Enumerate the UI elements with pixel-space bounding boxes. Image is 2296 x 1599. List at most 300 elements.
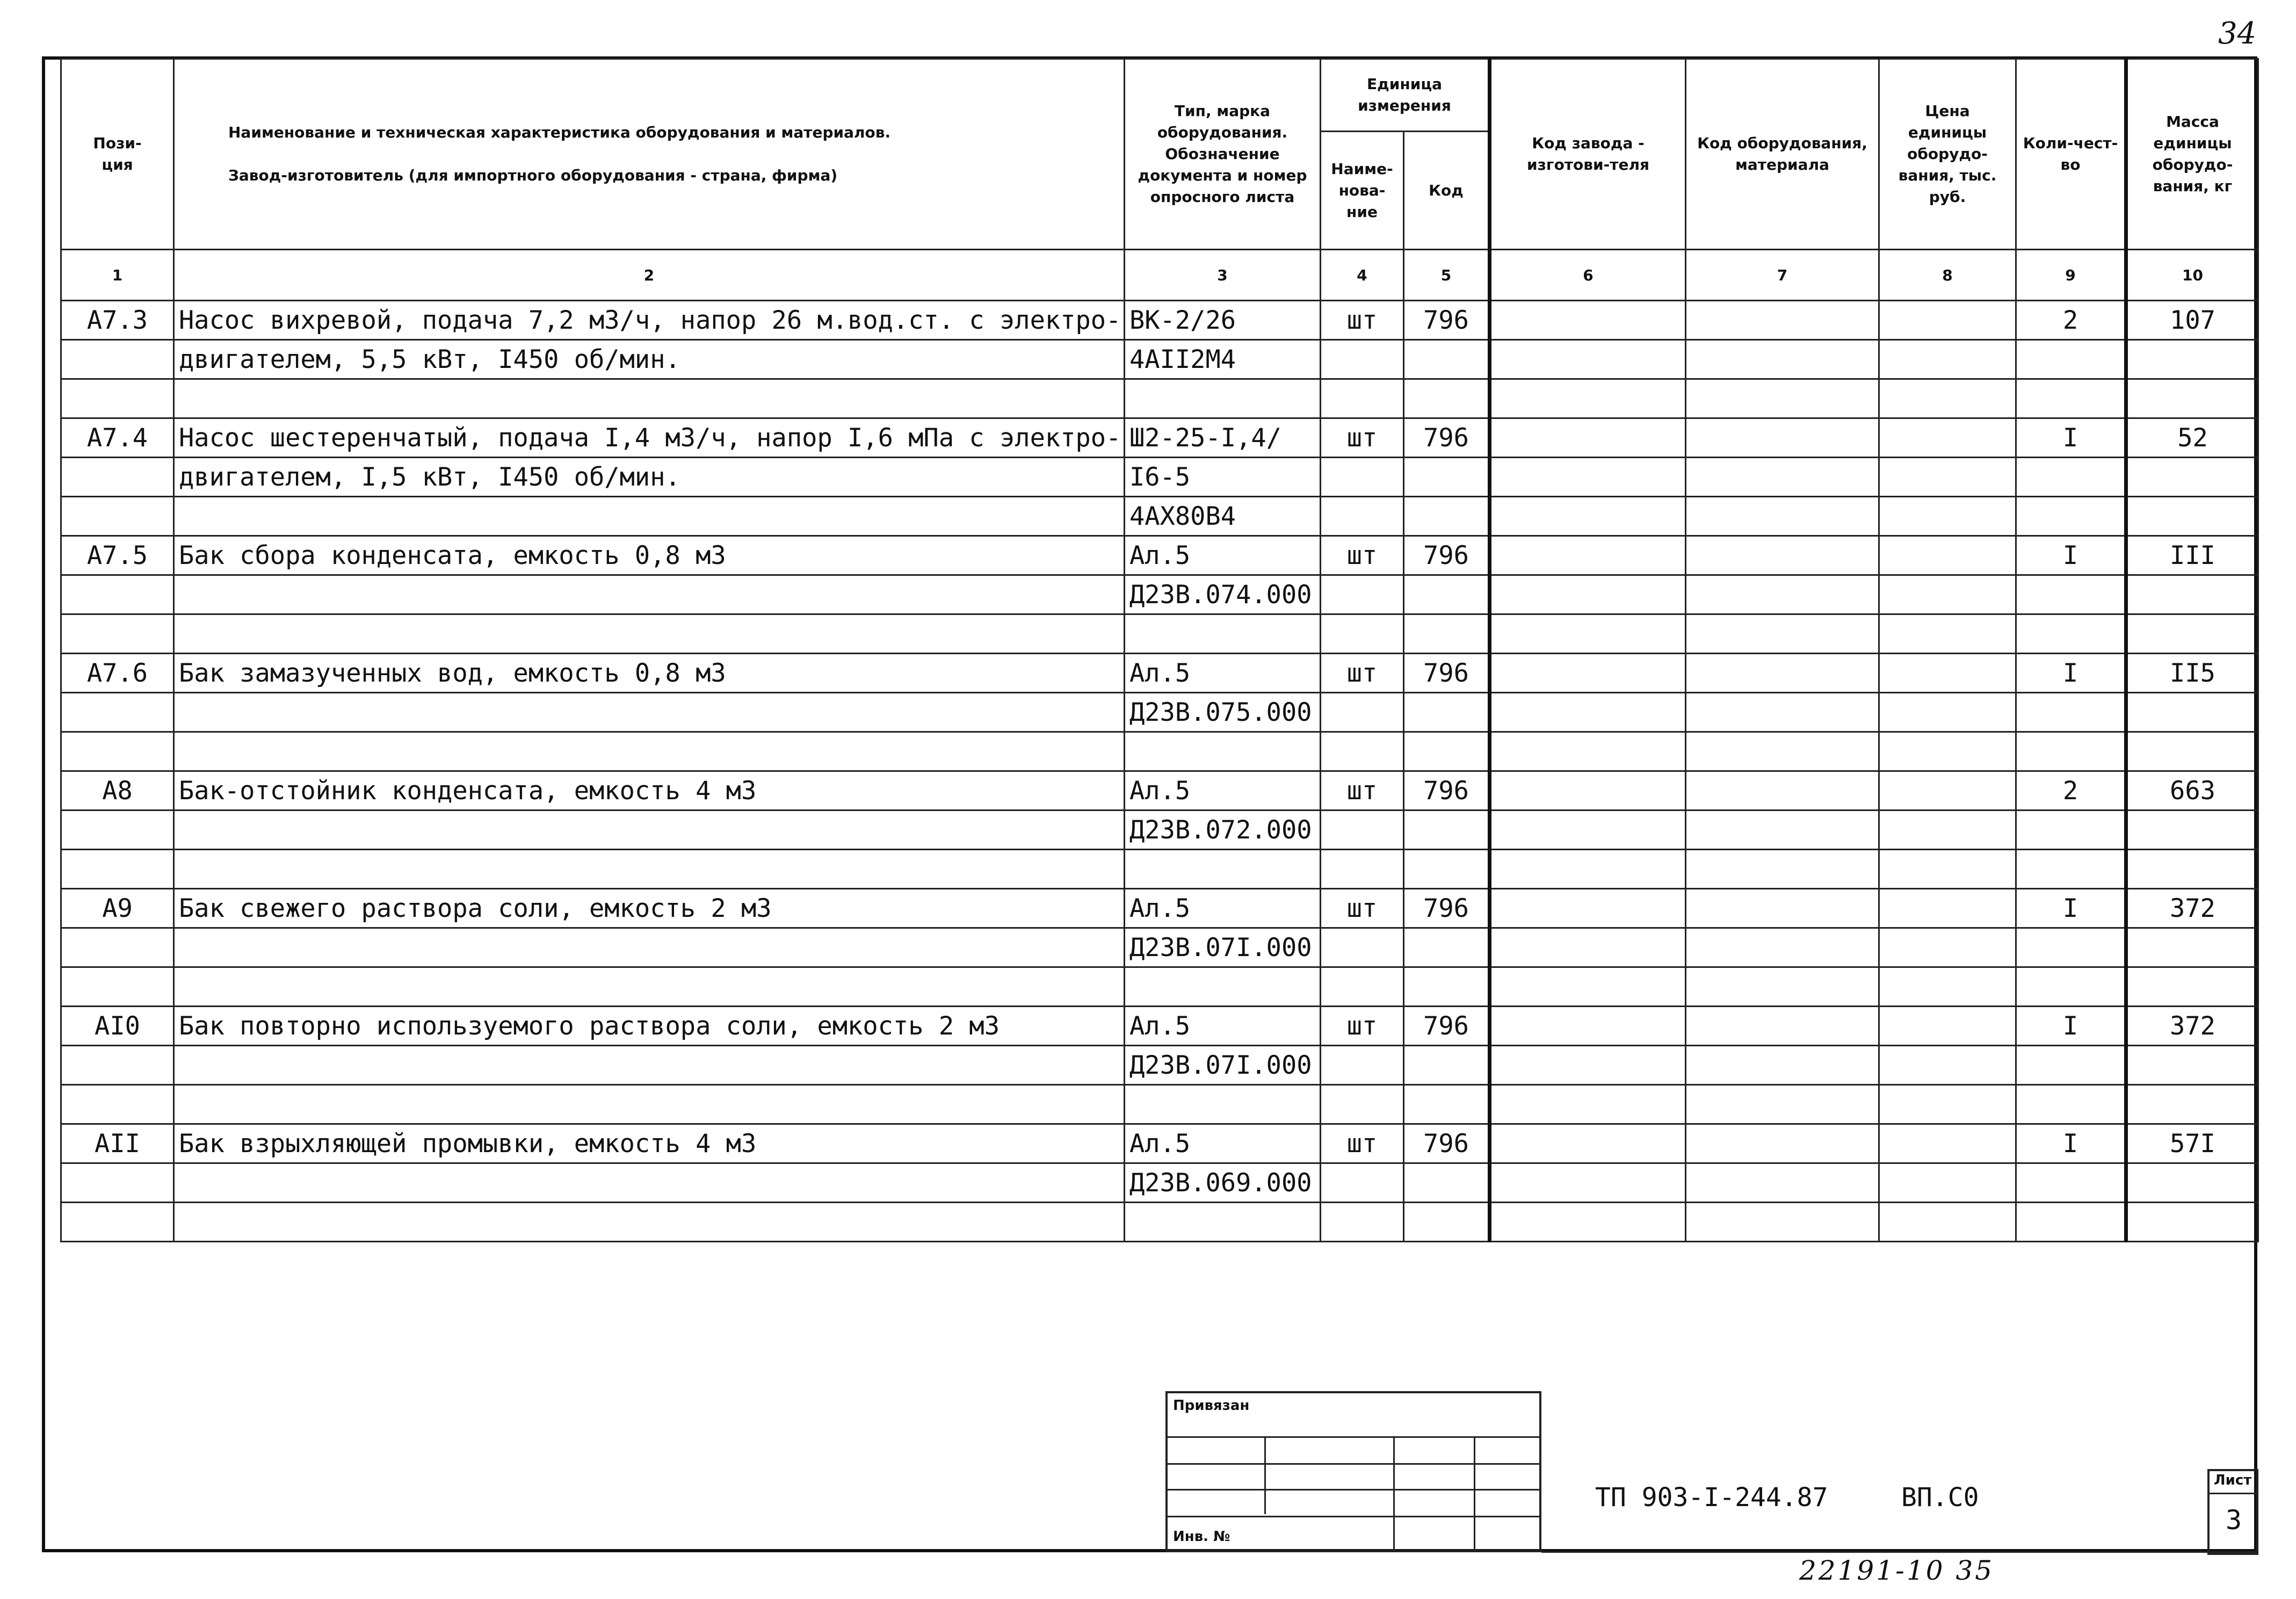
type-cell: Д23В.07I.000 [1125,1046,1321,1085]
mass-cell: 372 [2126,1007,2258,1046]
quantity-cell [2016,458,2126,497]
price-cell [1879,497,2016,536]
price-cell [1879,1007,2016,1046]
position-cell: А8 [61,771,174,811]
unit-cell [1321,732,1404,771]
name-cell [174,614,1125,654]
sheet-number: 3 [2226,1504,2242,1536]
mass-cell [2126,928,2258,967]
mass-cell [2126,967,2258,1007]
mass-cell [2126,1046,2258,1085]
factory-code-cell [1490,1007,1686,1046]
quantity-cell: I [2016,654,2126,693]
position-cell [61,458,174,497]
table-row [61,340,2258,379]
sheet-code: ВП.С0 [1901,1482,1979,1513]
factory-code-cell [1490,771,1686,811]
position-cell [61,693,174,732]
unit-cell: шт [1321,654,1404,693]
factory-code-cell [1490,1163,1686,1203]
header-mass: Масса единицы оборудо-вания, кг [2126,59,2258,250]
equipment-code-cell [1686,301,1879,340]
table-row [61,889,2258,928]
price-cell [1879,732,2016,771]
sheet-divider [2210,1493,2257,1494]
table-row [61,379,2258,418]
header-equipment-code: Код оборудования, материала [1686,59,1879,250]
equipment-code-cell [1686,1163,1879,1203]
price-cell [1879,1124,2016,1163]
price-cell [1879,811,2016,850]
factory-code-cell [1490,497,1686,536]
price-cell [1879,1046,2016,1085]
mass-cell: 57I [2126,1124,2258,1163]
equipment-code-cell [1686,1007,1879,1046]
factory-code-cell [1490,811,1686,850]
mass-cell [2126,497,2258,536]
sheet-box [2207,1469,2258,1555]
mass-cell: III [2126,536,2258,575]
binding-stamp [1165,1391,1541,1552]
position-cell: АI0 [61,1007,174,1046]
unit-code-cell [1404,850,1490,889]
mass-cell: II5 [2126,654,2258,693]
position-cell [61,1203,174,1242]
factory-code-cell [1490,1203,1686,1242]
equipment-code-cell [1686,614,1879,654]
table-row [61,536,2258,575]
quantity-cell [2016,850,2126,889]
equipment-code-cell [1686,771,1879,811]
mass-cell [2126,575,2258,614]
column-number: 3 [1125,250,1321,301]
mass-cell: 372 [2126,889,2258,928]
unit-code-cell: 796 [1404,889,1490,928]
position-cell: А9 [61,889,174,928]
price-cell [1879,614,2016,654]
price-cell [1879,301,2016,340]
name-cell [174,850,1125,889]
position-cell [61,811,174,850]
position-cell [61,1163,174,1203]
mass-cell [2126,693,2258,732]
name-cell [174,693,1125,732]
equipment-code-cell [1686,654,1879,693]
position-cell: А7.6 [61,654,174,693]
mass-cell: 663 [2126,771,2258,811]
quantity-cell [2016,928,2126,967]
table-row [61,1007,2258,1046]
column-number: 7 [1686,250,1879,301]
type-cell: Ал.5 [1125,654,1321,693]
column-number: 9 [2016,250,2126,301]
equipment-code-cell [1686,811,1879,850]
unit-code-cell: 796 [1404,1007,1490,1046]
name-cell: Бак сбора конденсата, емкость 0,8 м3 [174,536,1125,575]
position-cell [61,1046,174,1085]
table-row [61,654,2258,693]
position-cell [61,1085,174,1124]
price-cell [1879,1163,2016,1203]
factory-code-cell [1490,418,1686,458]
column-number: 5 [1404,250,1490,301]
type-cell [1125,379,1321,418]
price-cell [1879,379,2016,418]
name-cell: двигателем, I,5 кВт, I450 об/мин. [174,458,1125,497]
inventory-label: Инв. № [1173,1529,1230,1545]
sheet-label: Лист [2214,1472,2252,1488]
table-row [61,1124,2258,1163]
mass-cell [2126,458,2258,497]
equipment-code-cell [1686,418,1879,458]
type-cell [1125,850,1321,889]
name-cell: Бак замазученных вод, емкость 0,8 м3 [174,654,1125,693]
type-cell: Ал.5 [1125,1007,1321,1046]
mass-cell: 52 [2126,418,2258,458]
mass-cell [2126,379,2258,418]
price-cell [1879,340,2016,379]
equipment-code-cell [1686,1203,1879,1242]
mass-cell [2126,1163,2258,1203]
table-row [61,575,2258,614]
column-number: 4 [1321,250,1404,301]
specification-table [60,58,2259,1242]
equipment-code-cell [1686,693,1879,732]
quantity-cell: I [2016,418,2126,458]
mass-cell [2126,732,2258,771]
price-cell [1879,418,2016,458]
factory-code-cell [1490,340,1686,379]
unit-cell: шт [1321,536,1404,575]
document-code: ТП 903-I-244.87 [1595,1482,1828,1513]
type-cell [1125,967,1321,1007]
header-factory-code: Код завода - изготови-теля [1490,59,1686,250]
mass-cell [2126,811,2258,850]
unit-cell: шт [1321,889,1404,928]
quantity-cell [2016,732,2126,771]
equipment-code-cell [1686,1046,1879,1085]
type-cell [1125,614,1321,654]
name-cell [174,1203,1125,1242]
unit-cell [1321,1046,1404,1085]
table-row [61,1085,2258,1124]
column-number: 8 [1879,250,2016,301]
price-cell [1879,458,2016,497]
factory-code-cell [1490,928,1686,967]
position-cell [61,379,174,418]
name-cell [174,1085,1125,1124]
price-cell [1879,693,2016,732]
factory-code-cell [1490,575,1686,614]
quantity-cell [2016,575,2126,614]
unit-code-cell [1404,614,1490,654]
equipment-code-cell [1686,458,1879,497]
stamp-divider [1168,1489,1539,1491]
factory-code-cell [1490,693,1686,732]
quantity-cell [2016,967,2126,1007]
position-cell [61,928,174,967]
mass-cell [2126,850,2258,889]
unit-cell [1321,1085,1404,1124]
mass-cell [2126,1085,2258,1124]
unit-code-cell: 796 [1404,536,1490,575]
unit-cell [1321,340,1404,379]
equipment-code-cell [1686,928,1879,967]
position-cell [61,497,174,536]
table-row [61,850,2258,889]
type-cell [1125,1203,1321,1242]
position-cell [61,850,174,889]
type-cell: I6-5 [1125,458,1321,497]
name-cell [174,928,1125,967]
table-row [61,1203,2258,1242]
stamp-divider [1393,1436,1395,1550]
unit-cell [1321,928,1404,967]
position-cell [61,340,174,379]
header-quantity: Коли-чест-во [2016,59,2126,250]
type-cell: Ал.5 [1125,889,1321,928]
header-unit-code: Код [1404,132,1490,250]
quantity-cell [2016,614,2126,654]
header-name-line1: Наименование и техническая характеристика оборудования и материалов. [228,124,891,141]
quantity-cell [2016,497,2126,536]
quantity-cell [2016,693,2126,732]
stamp-divider [1264,1436,1266,1514]
header-name [174,59,1125,250]
equipment-code-cell [1686,967,1879,1007]
price-cell [1879,1085,2016,1124]
unit-cell: шт [1321,1124,1404,1163]
name-cell: двигателем, 5,5 кВт, I450 об/мин. [174,340,1125,379]
name-cell: Насос шестеренчатый, подача I,4 м3/ч, напор I,6 мПа с электро- [174,418,1125,458]
stamp-divider [1168,1516,1539,1517]
unit-cell [1321,850,1404,889]
equipment-code-cell [1686,1085,1879,1124]
quantity-cell [2016,340,2126,379]
header-unit: Единица измерения [1321,59,1490,132]
price-cell [1879,928,2016,967]
price-cell [1879,536,2016,575]
table-row [61,1046,2258,1085]
factory-code-cell [1490,1046,1686,1085]
unit-code-cell [1404,575,1490,614]
unit-code-cell [1404,1203,1490,1242]
factory-code-cell [1490,614,1686,654]
position-cell: А7.5 [61,536,174,575]
unit-code-cell: 796 [1404,301,1490,340]
table-row [61,614,2258,654]
table-row [61,811,2258,850]
type-cell: ВК-2/26 [1125,301,1321,340]
quantity-cell: 2 [2016,771,2126,811]
unit-code-cell [1404,497,1490,536]
price-cell [1879,967,2016,1007]
name-cell [174,967,1125,1007]
mass-cell [2126,340,2258,379]
unit-code-cell [1404,1085,1490,1124]
position-cell: АII [61,1124,174,1163]
unit-cell [1321,497,1404,536]
unit-code-cell [1404,928,1490,967]
type-cell: Ал.5 [1125,1124,1321,1163]
type-cell: Д23В.07I.000 [1125,928,1321,967]
type-cell: Ал.5 [1125,536,1321,575]
unit-code-cell [1404,379,1490,418]
header-type: Тип, марка оборудования. Обозначение документа и номер опросного листа [1125,59,1321,250]
unit-code-cell: 796 [1404,418,1490,458]
column-number: 10 [2126,250,2258,301]
position-cell: А7.4 [61,418,174,458]
table-row [61,301,2258,340]
factory-code-cell [1490,379,1686,418]
column-number: 6 [1490,250,1686,301]
name-cell [174,732,1125,771]
name-cell: Бак-отстойник конденсата, емкость 4 м3 [174,771,1125,811]
table-row [61,497,2258,536]
unit-cell [1321,693,1404,732]
table-row [61,1163,2258,1203]
unit-cell [1321,458,1404,497]
name-cell [174,811,1125,850]
position-cell [61,732,174,771]
unit-cell: шт [1321,1007,1404,1046]
mass-cell [2126,614,2258,654]
header-position: Пози- ция [61,59,174,250]
unit-code-cell: 796 [1404,1124,1490,1163]
factory-code-cell [1490,1124,1686,1163]
factory-code-cell [1490,967,1686,1007]
type-cell: Д23В.072.000 [1125,811,1321,850]
name-cell: Бак повторно используемого раствора соли, емкость 2 м3 [174,1007,1125,1046]
unit-cell [1321,575,1404,614]
table-row [61,693,2258,732]
unit-cell [1321,379,1404,418]
quantity-cell: I [2016,536,2126,575]
equipment-code-cell [1686,850,1879,889]
unit-cell [1321,811,1404,850]
factory-code-cell [1490,458,1686,497]
factory-code-cell [1490,654,1686,693]
unit-code-cell [1404,732,1490,771]
quantity-cell [2016,379,2126,418]
table-row [61,771,2258,811]
unit-cell [1321,1203,1404,1242]
quantity-cell: 2 [2016,301,2126,340]
header-name-line2: Завод-изготовитель (для импортного оборудования - страна, фирма) [228,167,838,184]
unit-cell [1321,614,1404,654]
position-cell: А7.3 [61,301,174,340]
quantity-cell [2016,1203,2126,1242]
factory-code-cell [1490,1085,1686,1124]
unit-code-cell [1404,340,1490,379]
equipment-code-cell [1686,340,1879,379]
type-cell: 4АХ80В4 [1125,497,1321,536]
position-cell [61,967,174,1007]
price-cell [1879,889,2016,928]
quantity-cell: I [2016,889,2126,928]
header-unit-name: Наиме-нова-ние [1321,132,1404,250]
unit-code-cell [1404,1163,1490,1203]
price-cell [1879,771,2016,811]
column-number: 1 [61,250,174,301]
archive-number: 22191-10 35 [1799,1555,1995,1586]
name-cell: Бак свежего раствора соли, емкость 2 м3 [174,889,1125,928]
mass-cell: 107 [2126,301,2258,340]
name-cell: Бак взрыхляющей промывки, емкость 4 м3 [174,1124,1125,1163]
type-cell: Д23В.075.000 [1125,693,1321,732]
bound-label: Привязан [1173,1398,1250,1414]
stamp-divider [1474,1436,1475,1550]
type-cell [1125,1085,1321,1124]
name-cell [174,575,1125,614]
quantity-cell [2016,1085,2126,1124]
equipment-code-cell [1686,575,1879,614]
type-cell [1125,732,1321,771]
type-cell: Д23В.074.000 [1125,575,1321,614]
name-cell [174,497,1125,536]
page-number: 34 [2218,16,2257,51]
equipment-code-cell [1686,497,1879,536]
equipment-code-cell [1686,889,1879,928]
equipment-code-cell [1686,536,1879,575]
price-cell [1879,850,2016,889]
table-row [61,928,2258,967]
type-cell: Ал.5 [1125,771,1321,811]
factory-code-cell [1490,732,1686,771]
column-number: 2 [174,250,1125,301]
stamp-divider [1168,1463,1539,1465]
unit-cell: шт [1321,301,1404,340]
header-price: Цена единицы оборудо-вания, тыс. руб. [1879,59,2016,250]
equipment-code-cell [1686,732,1879,771]
title-block-bottom [1541,1551,2258,1553]
price-cell [1879,575,2016,614]
position-cell [61,575,174,614]
price-cell [1879,654,2016,693]
factory-code-cell [1490,536,1686,575]
unit-cell: шт [1321,771,1404,811]
equipment-code-cell [1686,1124,1879,1163]
unit-cell: шт [1321,418,1404,458]
type-cell: Ш2-25-I,4/ [1125,418,1321,458]
name-cell [174,1163,1125,1203]
mass-cell [2126,1203,2258,1242]
unit-code-cell [1404,967,1490,1007]
unit-code-cell: 796 [1404,771,1490,811]
position-cell [61,614,174,654]
factory-code-cell [1490,850,1686,889]
unit-code-cell: 796 [1404,654,1490,693]
unit-cell [1321,967,1404,1007]
equipment-code-cell [1686,379,1879,418]
name-cell [174,1046,1125,1085]
column-numbers-row [61,250,2258,301]
quantity-cell [2016,1046,2126,1085]
name-cell [174,379,1125,418]
quantity-cell [2016,811,2126,850]
unit-code-cell [1404,1046,1490,1085]
type-cell: 4АII2М4 [1125,340,1321,379]
unit-code-cell [1404,811,1490,850]
quantity-cell: I [2016,1124,2126,1163]
quantity-cell: I [2016,1007,2126,1046]
table-row [61,418,2258,458]
name-cell: Насос вихревой, подача 7,2 м3/ч, напор 26 м.вод.ст. с электро- [174,301,1125,340]
table-row [61,458,2258,497]
unit-code-cell [1404,458,1490,497]
table-row [61,732,2258,771]
table-row [61,967,2258,1007]
